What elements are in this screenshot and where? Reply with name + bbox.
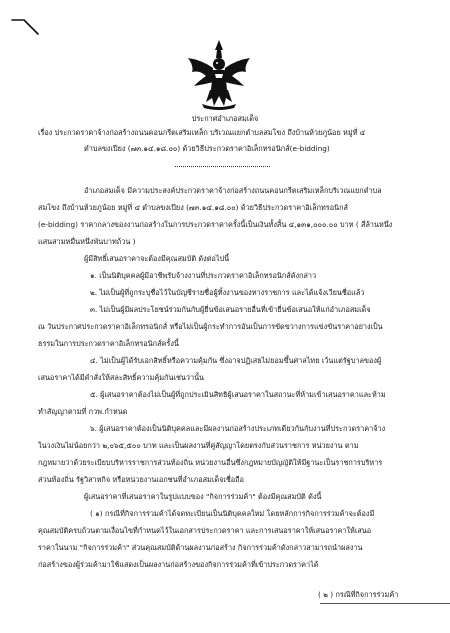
body-line: ผู้มีสิทธิ์เสนอราคาจะต้องมีคุณสมบัติ ดังต่อไปนี้ bbox=[84, 254, 230, 263]
body-line: ธรรมในการประกวดราคาอิเล็กทรอนิกส์ครั้งนี้ bbox=[38, 339, 179, 348]
handwritten-check-mark bbox=[10, 16, 40, 36]
body-line: ผู้เสนอราคาที่เสนอราคาในรูปแบบของ "กิจการร่วมค้า" ต้องมีคุณสมบัติ ดังนี้ bbox=[84, 492, 322, 501]
body-line: ในวงเงินไม่น้อยกว่า ๒,๐๖๕,๕๐๐ บาท และเป็นผลงานที่คู่สัญญาโดยตรงกับส่วนราชการ หน่วยงาน ตาม bbox=[38, 441, 359, 450]
body-line: ๔. ไม่เป็นผู้ได้รับเอกสิทธิ์หรือความคุ้มกัน ซึ่งอาจปฏิเสธไม่ยอมขึ้นศาลไทย เว้นแต่รัฐบาลของผู้ bbox=[90, 356, 382, 365]
announcement-org-line: ประกาศอำเภอสมเด็จ bbox=[191, 114, 259, 123]
body-line: สมโขง ถึงบ้านห้วยภูน้อย หมู่ที่ ๔ ตำบลขงเปียง (๗๓.๑๔.๑๘.๐๐) ด้วยวิธีประกวดราคาอิเล็กทรอนิกส์ bbox=[38, 203, 348, 212]
garuda-emblem-icon bbox=[184, 38, 254, 110]
body-line: ๒. ไม่เป็นผู้ที่ถูกระบุชื่อไว้ในบัญชีรายชื่อผู้ทิ้งงานของทางราชการ และได้แจ้งเวียนชื่อแล้ว bbox=[90, 288, 365, 297]
body-line: ราคาในนาม "กิจการร่วมค้า" ส่วนคุณสมบัติด้านผลงานก่อสร้าง กิจการร่วมค้าดังกล่าวสามารถนำผลงาน bbox=[38, 543, 363, 552]
next-page-continuation: ( ๒ ) กรณีที่กิจการร่วมค้า bbox=[318, 590, 399, 599]
body-line: ส่วนท้องถิ่น รัฐวิสาหกิจ หรือหน่วยงานเอกชนที่อำเภอสมเด็จเชื่อถือ bbox=[38, 475, 244, 484]
body-line: ( ๑) กรณีที่กิจการร่วมค้าได้จดทะเบียนเป็นนิติบุคคลใหม่ โดยหลักการกิจการร่วมค้าจะต้องมี bbox=[90, 509, 375, 518]
subject-line-2: ตำบลขงเปียง (๗๓.๑๔.๑๘.๐๐) ด้วยวิธีประกวดราคาอิเล็กทรอนิกส์(e-bidding) bbox=[84, 144, 330, 153]
body-line: เสนอราคาได้มีคำสั่งให้สละสิทธิ์ความคุ้มกันเช่นว่านั้น bbox=[38, 373, 205, 382]
body-line: ก่อสร้างของผู้ร่วมค้ามาใช้แสดงเป็นผลงานก่อสร้างของกิจการร่วมค้าที่เข้าประกวดราคาได้ bbox=[38, 560, 319, 569]
body-line: คุณสมบัติครบถ้วนตามเงื่อนไขที่กำหนดไว้ในเอกสารประกวดราคา และการเสนอราคาให้เสนอราคาให้เสนอ bbox=[38, 526, 372, 535]
footer-rule bbox=[320, 603, 450, 604]
body-line: ๑. เป็นนิติบุคคลผู้มีอาชีพรับจ้างงานที่ประกวดราคาอิเล็กทรอนิกส์ดังกล่าว bbox=[90, 271, 317, 280]
body-line: อำเภอสมเด็จ มีความประสงค์ประกวดราคาจ้างก่อสร้างถนนคอนกรีตเสริมเหล็กบริเวณแยกตำบล bbox=[84, 186, 382, 195]
body-line: กฎหมายว่าด้วยระเบียบบริหารราชการส่วนท้องถิ่น หน่วยงานอื่นซึ่งกฎหมายบัญญัติให้มีฐานะเป็นราชการบริหาร bbox=[38, 458, 383, 467]
body-line: แสนสามหมื่นหนึ่งพันบาทถ้วน ) bbox=[38, 237, 136, 246]
body-line: ๖. ผู้เสนอราคาต้องเป็นนิติบุคคลและมีผลงานก่อสร้างประเภทเดียวกันกับงานที่ประกวดราคาจ้าง bbox=[90, 424, 386, 433]
body-line: ณ วันประกาศประกวดราคาอิเล็กทรอนิกส์ หรือไม่เป็นผู้กระทำการอันเป็นการขัดขวางการแข่งขันราคาอย่างเป็น bbox=[38, 322, 383, 331]
separator-dots bbox=[175, 166, 270, 167]
body-line: ทำสัญญาตามที่ กวพ.กำหนด bbox=[38, 407, 128, 416]
body-line: (e-bidding) ราคากลางของงานก่อสร้างในการประกวดราคาครั้งนี้เป็นเงินทั้งสิ้น ๔,๑๓๑,๐๐๐.๐๐ บาท ( สี่ล้านหนึ่ง bbox=[38, 220, 393, 229]
subject-line-1: เรื่อง ประกวดราคาจ้างก่อสร้างถนนคอนกรีตเสริมเหล็ก บริเวณแยกตำบลสมโขง ถึงบ้านห้วยภูน้อย หมู่ที่ ๔ bbox=[38, 128, 366, 137]
body-line: ๓. ไม่เป็นผู้มีผลประโยชน์ร่วมกันกับผู้ยื่นข้อเสนอรายอื่นที่เข้ายื่นข้อเสนอให้แก่อำเภอสมเด็จ bbox=[90, 305, 371, 314]
body-line: ๕. ผู้เสนอราคาต้องไม่เป็นผู้ที่ถูกประเมินสิทธิผู้เสนอราคาในสถานะที่ห้ามเข้าเสนอราคาและห้าม bbox=[90, 390, 386, 399]
